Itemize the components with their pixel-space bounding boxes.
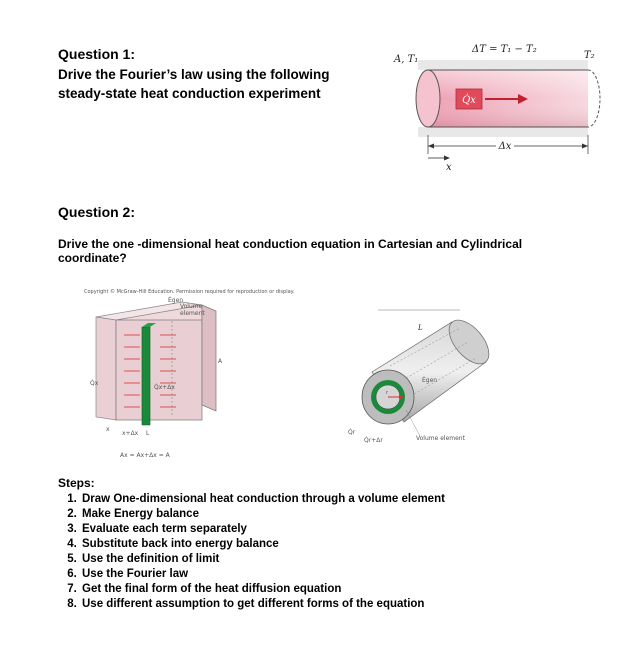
step-item: 6. Use the Fourier law: [80, 567, 640, 582]
length-label-cylinder: L: [418, 324, 423, 332]
question-1-line-1: Drive the Fourier’s law using the following: [58, 67, 330, 82]
x-label: x: [446, 162, 452, 173]
cylindrical-element-figure: [340, 300, 510, 450]
e-gen-label: Ėgen: [168, 297, 184, 304]
steps-title: Steps:: [58, 476, 95, 490]
cartesian-volume-element: [142, 327, 150, 425]
question-1-line-2: steady-state heat conduction experiment: [58, 86, 321, 101]
step-item: 7. Get the final form of the heat diffusion equation: [80, 582, 640, 597]
xdx-position-label: x+Δx: [122, 430, 139, 437]
dx-label: Δx: [498, 141, 512, 152]
area-label: A: [218, 358, 223, 365]
area-equation: Ax = Ax+Δx = A: [120, 452, 170, 459]
question-2-title: Question 2:: [58, 204, 136, 220]
copyright-note: Copyright © McGraw-Hill Education. Permission required for reproduction or display.: [84, 289, 295, 295]
question-2-line-2: coordinate?: [58, 251, 127, 265]
delta-t-label: ΔT = T₁ − T₂: [472, 44, 537, 55]
rod-right-face: [588, 70, 600, 127]
step-item: 1. Draw One-dimensional heat conduction through a volume element: [80, 492, 640, 507]
fourier-rod-figure: [370, 30, 610, 175]
e-gen-cylinder-label: Ėgen: [422, 377, 438, 384]
volume-element-label: Volume element: [416, 435, 465, 442]
question-1-title: Question 1:: [58, 46, 136, 62]
volume-label: Volume: [180, 303, 203, 310]
question-2-line-1: Drive the one -dimensional heat conduction equation in Cartesian and Cylindrical: [58, 237, 523, 251]
step-item: 3. Evaluate each term separately: [80, 522, 640, 537]
element-label: element: [180, 310, 205, 317]
steps-list: [58, 492, 640, 612]
x-position-label: x: [106, 426, 110, 433]
qx-dx-label: Q̇x+Δx: [154, 384, 175, 391]
heat-flow-label: Q̇x: [462, 95, 476, 106]
step-item: 2. Make Energy balance: [80, 507, 640, 522]
t2-label: T₂: [584, 50, 595, 61]
qx-label: Q̇x: [90, 380, 99, 387]
r-label: r: [386, 390, 389, 396]
step-item: 8. Use different assumption to get different forms of the equation: [80, 597, 640, 612]
rod-left-face: [416, 70, 440, 127]
qr-label: Q̇r: [348, 429, 356, 436]
qr-dr-label: Q̇r+Δr: [364, 437, 383, 444]
step-item: 4. Substitute back into energy balance: [80, 537, 640, 552]
step-item: 5. Use the definition of limit: [80, 552, 640, 567]
cartesian-element-figure: [84, 285, 295, 465]
area-temperature-label: A, T₁: [394, 54, 419, 65]
slab-front-face: [96, 317, 116, 420]
length-label-cartesian: L: [146, 430, 150, 437]
